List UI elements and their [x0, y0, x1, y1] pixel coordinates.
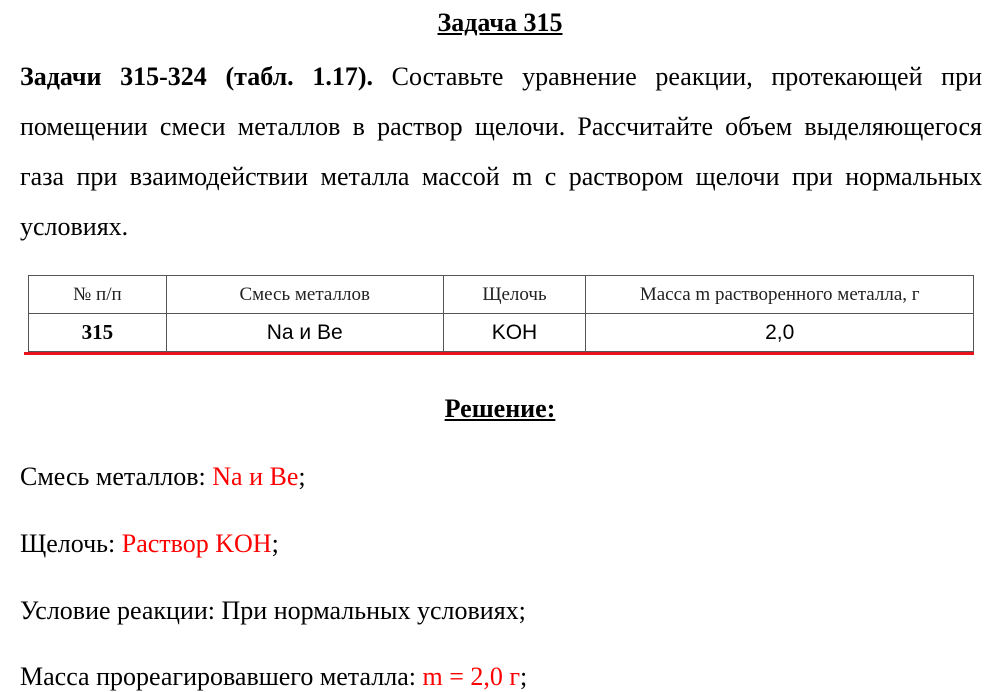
mass-suffix: ;	[520, 662, 528, 691]
mass-value: m = 2,0 г	[422, 662, 521, 691]
task-title: Задача 315	[437, 8, 563, 37]
condition-line	[20, 596, 526, 626]
mass-line	[20, 662, 527, 692]
alkali-line	[20, 529, 279, 559]
cell-alkali: KOH	[443, 314, 586, 352]
metal-mix-suffix: ;	[298, 462, 306, 491]
red-divider	[24, 352, 974, 355]
header-alkali: Щелочь	[443, 276, 586, 314]
metal-mix-value: Na и Be	[212, 462, 299, 491]
alkali-label: Щелочь:	[20, 529, 122, 558]
metal-mix-line	[20, 462, 306, 492]
data-table	[28, 275, 974, 352]
header-metal-mix: Смесь металлов	[166, 276, 443, 314]
header-number: № п/п	[29, 276, 167, 314]
table-row	[29, 314, 974, 352]
cell-number: 315	[29, 314, 167, 352]
mass-label: Масса прореагировавшего металла:	[20, 662, 423, 691]
cell-mass: 2,0	[586, 314, 974, 352]
task-text: Составьте уравнение реакции, протекающей при помещении смеси металлов в раствор щелочи. Рассчитайте объем выделяющегося газа при взаимодействии металла массой m с раствором щелочи при нормальных условиях.	[20, 62, 982, 241]
alkali-value: Раствор KOH	[121, 529, 272, 558]
task-lead: Задачи 315-324 (табл. 1.17).	[20, 62, 373, 91]
condition-text: Условие реакции: При нормальных условиях;	[20, 596, 526, 625]
table-header-row	[29, 276, 974, 314]
task-statement	[20, 52, 982, 252]
metal-mix-label: Смесь металлов:	[20, 462, 213, 491]
solution-title: Решение:	[444, 394, 556, 423]
alkali-suffix: ;	[271, 529, 279, 558]
cell-metal-mix: Na и Be	[166, 314, 443, 352]
header-mass: Масса m растворенного металла, г	[586, 276, 974, 314]
